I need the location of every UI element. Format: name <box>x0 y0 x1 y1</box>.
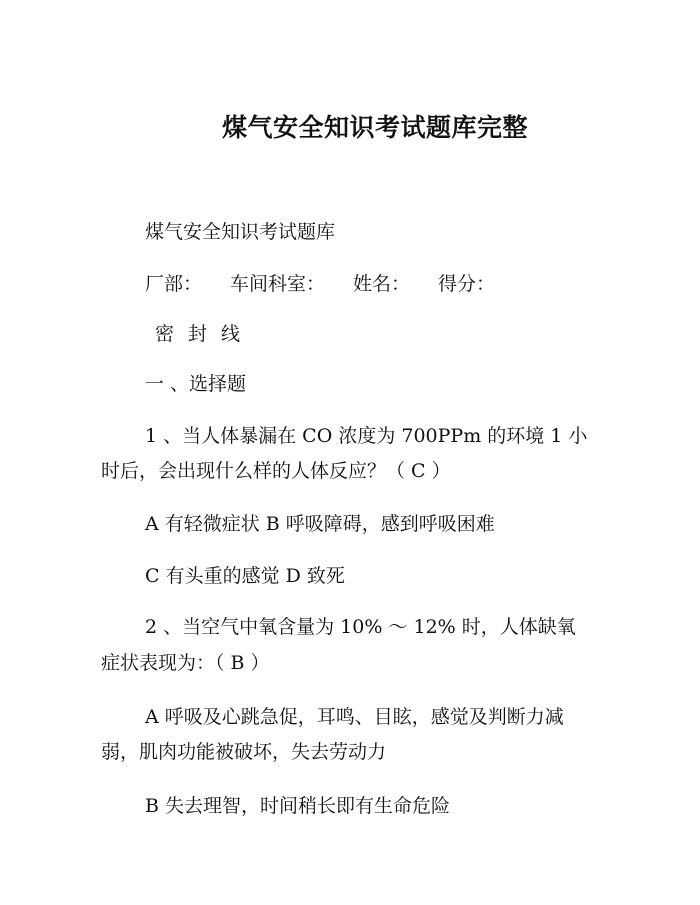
form-field-workshop: 车间科室： <box>230 273 326 295</box>
seal-char: 密 <box>155 323 175 345</box>
seal-char: 封 <box>188 323 208 345</box>
question-2-line-2: 症状表现为：（ B ） <box>101 652 270 674</box>
document-title: 煤气安全知识考试题库完整 <box>221 113 528 142</box>
question-2-option-a-line-2: 弱，肌肉功能被破坏，失去劳动力 <box>101 741 387 763</box>
form-field-name: 姓名： <box>353 273 411 295</box>
form-fields-line <box>145 270 523 298</box>
question-1-line-2: 时后，会出现什么样的人体反应？（ C ） <box>101 460 451 482</box>
question-2-line-1: 2 、当空气中氧含量为 10% ～ 12% 时，人体缺氧 <box>145 616 576 638</box>
question-1-line-1: 1 、当人体暴漏在 CO 浓度为 700PPm 的环境 1 小 <box>145 425 588 447</box>
form-field-score: 得分： <box>438 273 496 295</box>
section-heading: 一 、选择题 <box>145 373 247 395</box>
question-2-option-a-line-1: A 呼吸及心跳急促，耳鸣、目眩，感觉及判断力减 <box>145 706 564 728</box>
question-1-option-ab: A 有轻微症状 B 呼吸障碍，感到呼吸困难 <box>145 513 495 535</box>
question-2-option-b: B 失去理智，时间稍长即有生命危险 <box>145 795 451 817</box>
form-field-factory: 厂部： <box>145 273 203 295</box>
seal-char: 线 <box>221 323 241 345</box>
seal-line <box>155 320 254 348</box>
question-1-option-cd: C 有头重的感觉 D 致死 <box>145 565 345 587</box>
document-subtitle: 煤气安全知识考试题库 <box>145 221 336 243</box>
